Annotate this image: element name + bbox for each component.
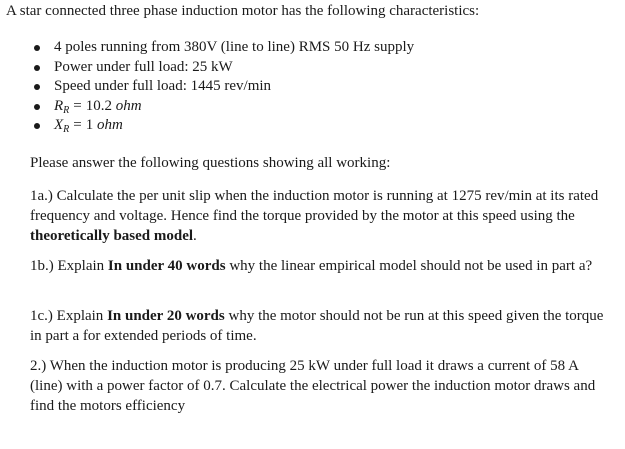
bullet-icon	[34, 104, 40, 110]
q1c-text-b: why the motor should not be run at this speed given the torque in part a for extended periods of time.	[30, 308, 604, 344]
rr-symbol: R	[54, 97, 64, 114]
q1a-bold: theoretically based model	[30, 228, 194, 244]
characteristics-list	[36, 38, 414, 136]
rr-value: 10.2	[85, 97, 112, 114]
list-item	[36, 116, 414, 136]
q1b-text-b: why the linear empirical model should not be used in part a?	[225, 258, 593, 274]
power-text: Power under full load: 25 kW	[54, 58, 233, 75]
xr-subscript: R	[63, 124, 70, 135]
intro-text: A star connected three phase induction motor has the following characteristics:	[6, 3, 480, 19]
list-item	[36, 58, 414, 78]
instructions-text: Please answer the following questions showing all working:	[30, 155, 391, 171]
q1a-text-b: .	[193, 228, 197, 244]
question-2: 2.) When the induction motor is producing 25 kW under full load it draws a current of 58 A (line) with a power factor of 0.7. Calculate the electrical power the induction motor draws and find the motors efficiency	[30, 358, 596, 414]
list-item	[36, 97, 414, 117]
xr-value: 1	[85, 117, 94, 133]
rotor-resistance-formula	[54, 98, 142, 114]
bullet-icon	[34, 45, 40, 51]
q1b-text-a: 1b.) Explain	[30, 258, 108, 274]
rr-unit: ohm	[115, 97, 142, 114]
q1c-text-a: 1c.) Explain	[30, 308, 108, 324]
list-item	[36, 38, 414, 58]
question-1a	[30, 186, 610, 246]
poles-supply-text: 4 poles running from 380V (line to line) RMS 50 Hz supply	[54, 39, 415, 55]
q1c-bold: In under 20 words	[107, 308, 225, 324]
question-1b	[30, 256, 610, 276]
xr-equals: =	[73, 117, 82, 133]
rotor-reactance-formula	[54, 117, 123, 133]
rr-equals: =	[73, 97, 82, 114]
rr-subscript: R	[63, 104, 70, 116]
q1a-text-a: 1a.) Calculate the per unit slip when the induction motor is running at 1275 rev/min at its rated frequency and voltage. Hence find the torque provided by the motor at this speed using the	[30, 188, 599, 224]
bullet-icon	[34, 123, 40, 129]
speed-text: Speed under full load: 1445 rev/min	[54, 78, 272, 94]
question-1c	[30, 306, 610, 346]
xr-symbol: X	[54, 117, 64, 133]
bullet-icon	[34, 84, 40, 90]
bullet-icon	[34, 65, 40, 71]
list-item	[36, 77, 414, 97]
xr-unit: ohm	[97, 117, 123, 133]
q1b-bold: In under 40 words	[107, 258, 226, 274]
